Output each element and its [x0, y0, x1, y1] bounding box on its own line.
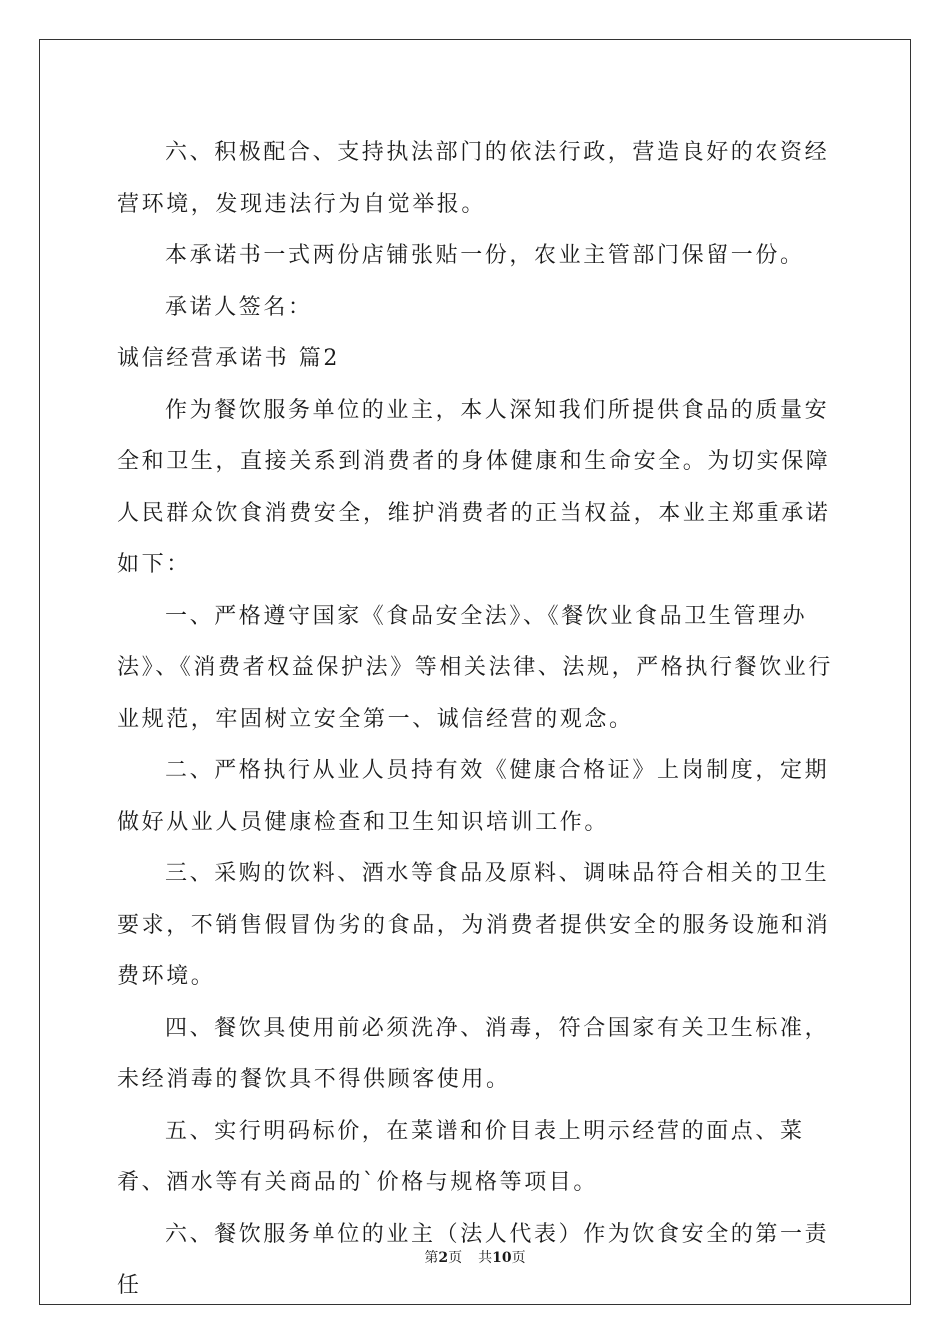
total-suffix: 页	[511, 1250, 526, 1266]
total-prefix: 共	[478, 1250, 493, 1266]
paragraph: 六、积极配合、支持执法部门的依法行政，营造良好的农资经营环境，发现违法行为自觉举报。	[117, 140, 830, 217]
page-suffix: 页	[448, 1250, 463, 1266]
paragraph: 一、严格遵守国家《食品安全法》、《餐饮业食品卫生管理办法》、《消费者权益保护法》等相关法律、法规，严格执行餐饮业行业规范，牢固树立安全第一、诚信经营的观念。	[117, 603, 834, 732]
paragraph: 六、餐饮服务单位的业主（法人代表）作为饮食安全的第一责任	[117, 1221, 830, 1298]
section-heading: 诚信经营承诺书 篇2	[117, 346, 340, 371]
paragraph: 作为餐饮服务单位的业主，本人深知我们所提供食品的质量安全和卫生，直接关系到消费者的身体健康和生命安全。为切实保障人民群众饮食消费安全，维护消费者的正当权益，本业主郑重承诺如下：	[117, 397, 831, 577]
paragraph: 本承诺书一式两份店铺张贴一份，农业主管部门保留一份。	[165, 243, 805, 268]
document-body	[117, 127, 833, 1312]
page-footer	[0, 1247, 950, 1267]
paragraph: 二、严格执行从业人员持有效《健康合格证》上岗制度，定期做好从业人员健康检查和卫生知识培训工作。	[117, 758, 830, 835]
page-prefix: 第	[424, 1250, 439, 1266]
page-number: 2	[438, 1250, 449, 1266]
paragraph: 三、采购的饮料、酒水等食品及原料、调味品符合相关的卫生要求，不销售假冒伪劣的食品，为消费者提供安全的服务设施和消费环境。	[117, 861, 831, 989]
paragraph: 五、实行明码标价，在菜谱和价目表上明示经营的面点、菜肴、酒水等有关商品的`价格与规格等项目。	[117, 1118, 805, 1195]
total-pages: 10	[492, 1250, 512, 1266]
paragraph: 四、餐饮具使用前必须洗净、消毒，符合国家有关卫生标准，未经消毒的餐饮具不得供顾客使用。	[117, 1015, 830, 1092]
paragraph: 承诺人签名：	[165, 294, 313, 320]
